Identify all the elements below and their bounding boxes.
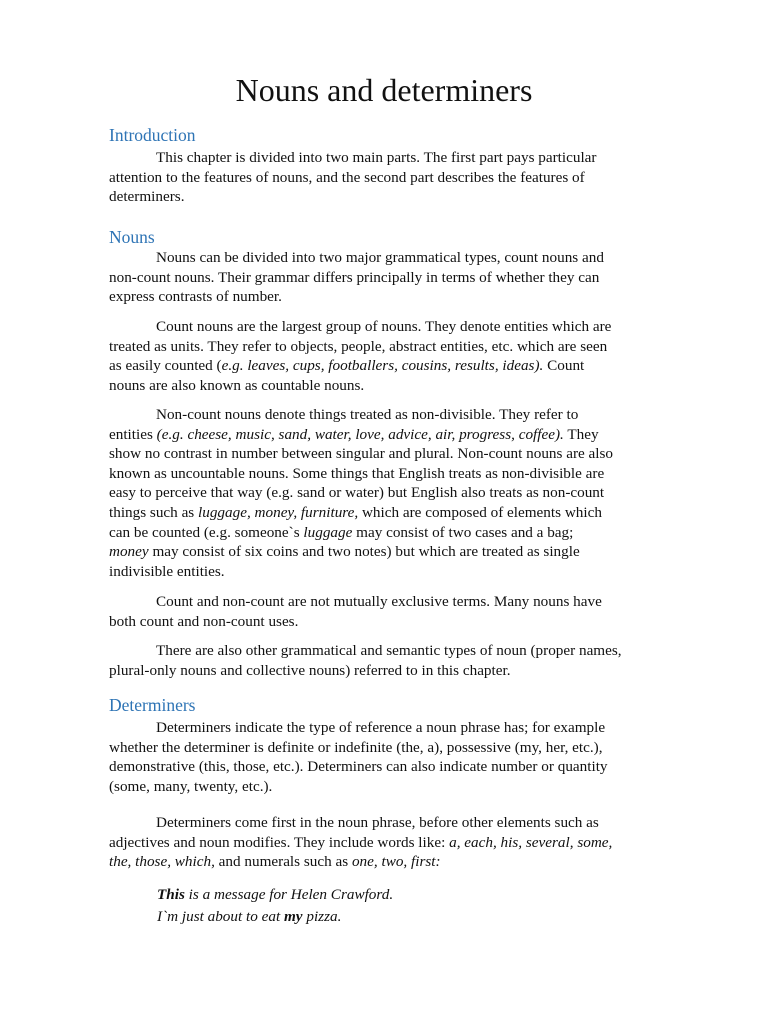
nouns-paragraph-1 xyxy=(109,248,709,307)
text-line: I`m just about to eat xyxy=(157,908,284,925)
text-line: demonstrative (this, those, etc.). Determiners can also indicate number or quantity xyxy=(109,758,608,776)
italic-examples: one, two, first: xyxy=(351,853,441,871)
determiners-paragraph-2 xyxy=(109,813,709,872)
text-line: determiners. xyxy=(109,188,185,206)
text-line: Count xyxy=(543,357,585,375)
text-line: pizza. xyxy=(302,908,342,925)
text-line: There are also other grammatical and semantic types of noun (proper names, xyxy=(156,642,622,659)
text-line: can be counted (e.g. someone`s xyxy=(109,523,304,541)
italic-word: luggage xyxy=(303,523,353,541)
text-line: both count and non-count uses. xyxy=(109,612,299,630)
text-line: Count nouns are the largest group of nouns. They denote entities which are xyxy=(156,318,612,335)
text-line: indivisible entities. xyxy=(109,562,225,580)
bold-determiner: This xyxy=(157,886,185,903)
nouns-paragraph-3 xyxy=(109,405,709,581)
italic-examples: luggage, money, furniture, xyxy=(198,503,359,521)
text-line: Nouns can be divided into two major grammatical types, count nouns and xyxy=(156,249,604,266)
text-line: (some, many, twenty, etc.). xyxy=(109,777,273,795)
italic-word: money xyxy=(109,543,149,561)
text-line: treated as units. They refer to objects, people, abstract entities, etc. which are seen xyxy=(109,337,608,355)
text-line: as easily counted ( xyxy=(109,357,222,375)
text-line: which are composed of elements which xyxy=(358,503,602,521)
italic-examples: (e.g. cheese, music, sand, water, love, advice, air, progress, coffee). xyxy=(156,425,564,443)
page-title: Nouns and determiners xyxy=(235,72,533,108)
text-line: attention to the features of nouns, and the second part describes the features of xyxy=(109,168,585,186)
text-line: may consist of two cases and a bag; xyxy=(352,523,574,541)
italic-examples: a, each, his, several, some, xyxy=(449,833,613,851)
text-line: easy to perceive that way (e.g. sand or water) but English also treats as non-count xyxy=(109,484,605,502)
example-sentence-2 xyxy=(157,907,341,927)
text-line: show no contrast in number between singular and plural. Non-count nouns are also xyxy=(109,445,614,463)
example-sentence-1 xyxy=(157,885,393,905)
italic-examples: the, those, which, xyxy=(109,853,215,871)
text-line: nouns are also known as countable nouns. xyxy=(109,376,365,394)
text-line: is a message for Helen Crawford. xyxy=(184,886,394,903)
text-line: whether the determiner is definite or indefinite (the, a), possessive (my, her, etc.), xyxy=(109,738,603,756)
heading-introduction: Introduction xyxy=(109,125,196,145)
text-line: things such as xyxy=(109,503,199,521)
text-line: known as uncountable nouns. Some things that English treats as non-divisible are xyxy=(109,464,605,482)
text-line: plural-only nouns and collective nouns) referred to in this chapter. xyxy=(109,661,511,679)
italic-examples: e.g. leaves, cups, footballers, cousins, results, ideas). xyxy=(221,357,544,375)
heading-determiners: Determiners xyxy=(109,695,196,715)
heading-nouns: Nouns xyxy=(109,227,155,247)
nouns-paragraph-4 xyxy=(109,592,709,631)
text-line: non-count nouns. Their grammar differs principally in terms of whether they can xyxy=(109,268,600,286)
text-line: express contrasts of number. xyxy=(109,288,282,306)
text-line: They xyxy=(563,425,599,443)
text-line: Non-count nouns denote things treated as non-divisible. They refer to xyxy=(156,406,579,423)
text-line: and numerals such as xyxy=(214,853,352,871)
bold-determiner: my xyxy=(283,908,303,925)
nouns-paragraph-5 xyxy=(109,641,709,680)
text-line: Determiners indicate the type of reference a noun phrase has; for example xyxy=(156,719,606,736)
determiners-paragraph-1 xyxy=(109,718,709,796)
text-line: adjectives and noun modifies. They include words like: xyxy=(109,833,450,851)
text-line: This chapter is divided into two main parts. The first part pays particular xyxy=(156,149,597,166)
text-line: may consist of six coins and two notes) but which are treated as single xyxy=(148,543,580,561)
text-line: Count and non-count are not mutually exclusive terms. Many nouns have xyxy=(156,593,602,610)
nouns-paragraph-2 xyxy=(109,317,709,395)
intro-paragraph xyxy=(109,148,709,207)
text-line: entities xyxy=(109,425,157,443)
text-line: Determiners come first in the noun phrase, before other elements such as xyxy=(156,814,599,831)
